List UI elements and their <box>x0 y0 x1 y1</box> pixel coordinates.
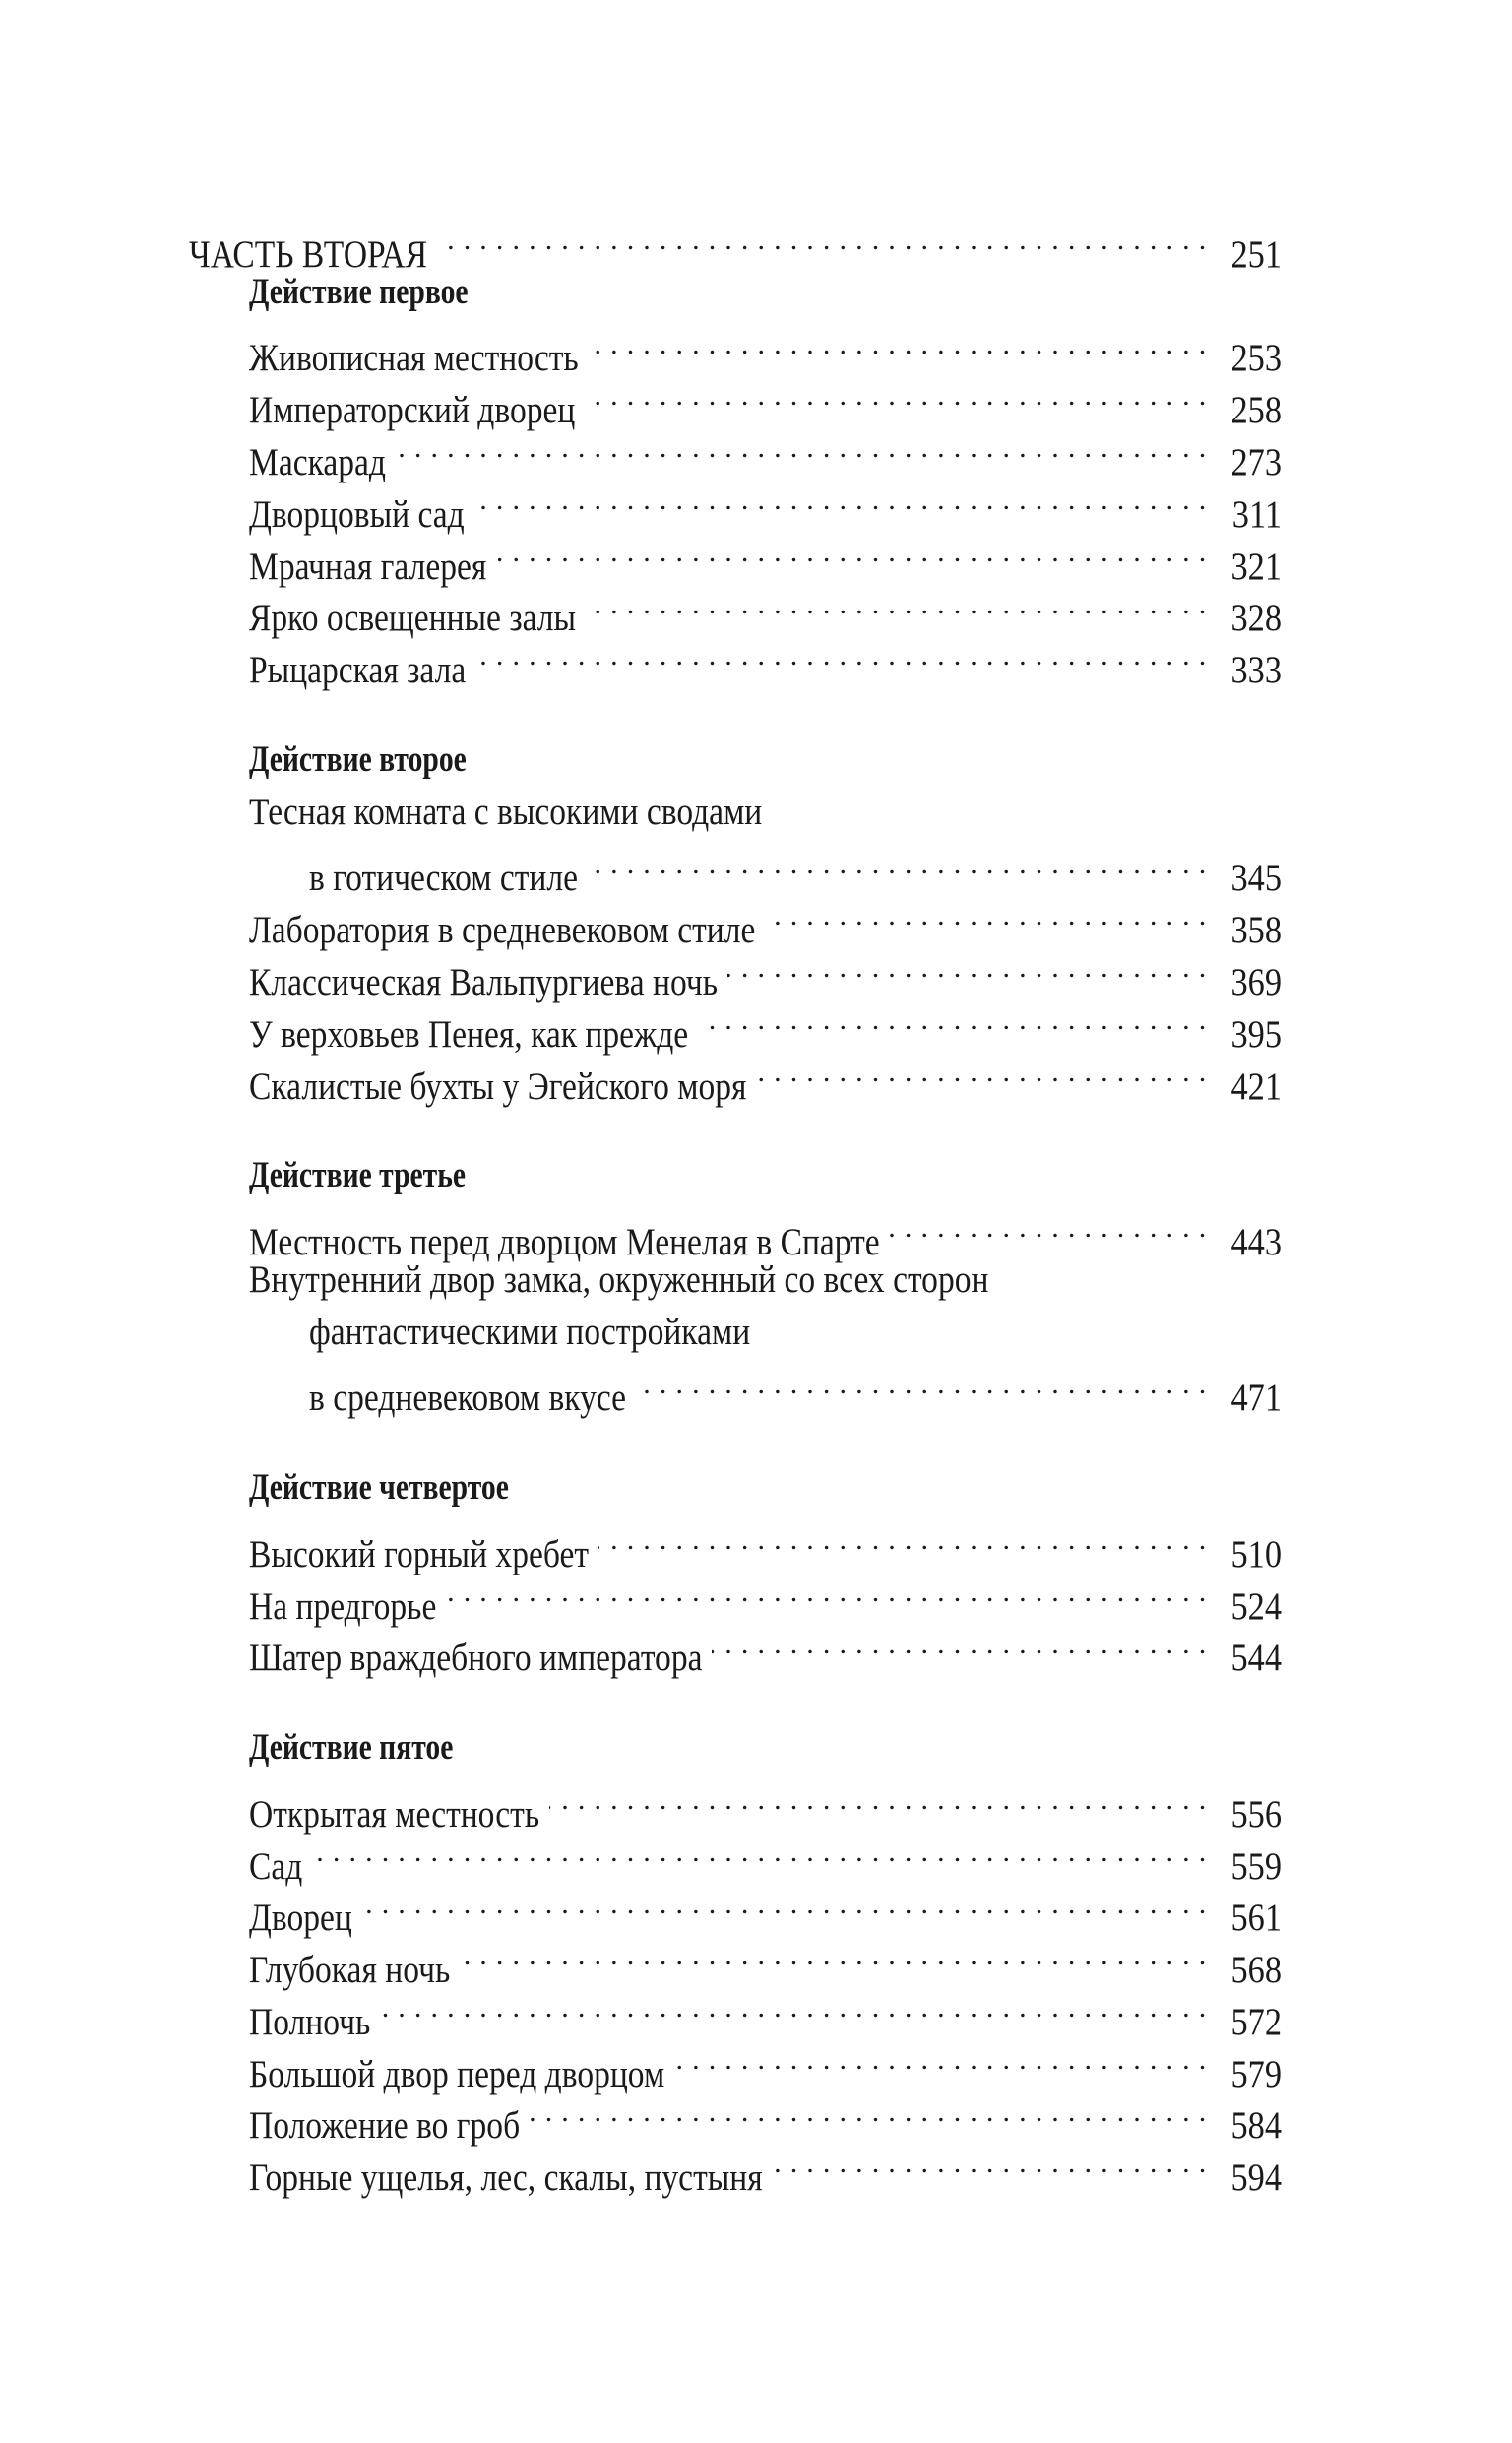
act-heading <box>189 735 1282 787</box>
entry-title: Рыцарская зала <box>249 649 467 692</box>
page-number: 559 <box>1230 1844 1282 1888</box>
dot-leader <box>549 1774 1207 1827</box>
page-number: 328 <box>1230 597 1282 640</box>
entry-title: Классическая Вальпургиева ночь <box>249 960 719 1003</box>
toc-entry-continued-line <box>189 787 1282 839</box>
dot-leader <box>636 1359 1207 1411</box>
dot-leader <box>586 579 1207 631</box>
dot-leader <box>698 995 1207 1047</box>
entry-title: Сад <box>249 1844 303 1888</box>
entry-title: Маскарад <box>249 440 386 483</box>
dot-leader <box>890 1202 1207 1254</box>
dot-leader <box>765 890 1207 942</box>
dot-leader <box>530 2087 1207 2139</box>
act-heading-text: Действие третье <box>249 1155 467 1196</box>
dot-leader <box>474 475 1207 527</box>
entry-title: Положение во гроб <box>249 2104 521 2148</box>
toc-entry <box>189 995 1282 1056</box>
act-heading <box>189 1722 1282 1774</box>
entry-title: Местность перед дворцом Менелая в Спарте <box>249 1220 880 1263</box>
dot-leader <box>475 630 1207 682</box>
dot-leader <box>585 370 1207 422</box>
page-number: 251 <box>1230 232 1282 276</box>
page-number: 333 <box>1230 649 1282 692</box>
page-number: 443 <box>1230 1220 1282 1263</box>
page-number: 561 <box>1230 1897 1282 1940</box>
entry-title-line: фантастическими постройками <box>309 1310 751 1353</box>
page-number: 524 <box>1230 1584 1282 1628</box>
dot-leader <box>727 942 1207 995</box>
entry-title: Дворцовый сад <box>249 492 465 536</box>
dot-leader <box>396 422 1207 475</box>
toc-entry-continued-line <box>189 1307 1282 1359</box>
entry-title: Большой двор перед дворцом <box>249 2052 665 2095</box>
page-number: 395 <box>1230 1012 1282 1056</box>
toc-entry <box>189 527 1282 588</box>
toc-entry <box>189 1827 1282 1888</box>
entry-title: Глубокая ночь <box>249 1949 451 1992</box>
entry-title-line: Тесная комната с высокими сводами <box>249 790 763 833</box>
entry-title: Императорский дворец <box>249 389 576 432</box>
dot-leader <box>437 215 1207 267</box>
dot-leader <box>460 1930 1207 1982</box>
dot-leader <box>588 839 1207 891</box>
toc-entry <box>189 370 1282 432</box>
entry-title: На предгорье <box>249 1584 437 1628</box>
toc-entry <box>189 2087 1282 2148</box>
page-number: 253 <box>1230 337 1282 380</box>
entry-title: Скалистые бухты у Эгейского моря <box>249 1064 747 1108</box>
page-number: 311 <box>1231 492 1282 536</box>
toc-entry <box>189 319 1282 380</box>
toc-entry <box>189 1930 1282 1992</box>
page-number: 273 <box>1230 440 1282 483</box>
page-number: 568 <box>1230 1949 1282 1992</box>
page-number: 358 <box>1230 909 1282 952</box>
toc-entry <box>189 1879 1282 1940</box>
toc-entry <box>189 942 1282 1003</box>
dot-leader <box>312 1827 1207 1879</box>
act-heading-text: Действие второе <box>249 739 467 780</box>
page-number: 321 <box>1230 545 1282 588</box>
toc-entry <box>189 839 1282 900</box>
page-number: 369 <box>1230 960 1282 1003</box>
page-number: 421 <box>1230 1064 1282 1108</box>
dot-leader <box>362 1879 1207 1931</box>
page-number: 584 <box>1230 2104 1282 2148</box>
table-of-contents <box>189 215 1282 2200</box>
dot-leader <box>446 1567 1207 1619</box>
page-number: 258 <box>1230 389 1282 432</box>
dot-leader <box>598 1514 1207 1567</box>
toc-entry <box>189 630 1282 692</box>
toc-entry <box>189 2034 1282 2095</box>
dot-leader <box>773 2138 1207 2190</box>
entry-title: У верховьев Пенея, как прежде <box>249 1012 689 1056</box>
dot-leader <box>712 1619 1207 1671</box>
toc-entry <box>189 1047 1282 1108</box>
entry-title: Дворец <box>249 1897 352 1940</box>
dot-leader <box>589 319 1207 371</box>
toc-entry <box>189 2138 1282 2200</box>
dot-leader <box>756 1047 1207 1099</box>
entry-title-line: Внутренний двор замка, окруженный со всех сторон <box>249 1257 989 1301</box>
act-heading <box>189 1462 1282 1514</box>
entry-title: Живописная местность <box>249 337 579 380</box>
page-number: 544 <box>1230 1637 1282 1680</box>
toc-entry <box>189 475 1282 536</box>
entry-title: Лаборатория в средневековом стиле <box>249 909 756 952</box>
page-number: 471 <box>1230 1377 1282 1420</box>
toc-part-entry <box>189 215 1282 276</box>
part-title: ЧАСТЬ ВТОРАЯ <box>189 232 428 276</box>
entry-title: Полночь <box>249 2000 371 2043</box>
act-heading-text: Действие четвертое <box>249 1467 509 1509</box>
entry-title: Открытая местность <box>249 1792 540 1835</box>
page-number: 345 <box>1230 857 1282 900</box>
dot-leader <box>496 527 1207 579</box>
entry-title: Высокий горный хребет <box>249 1532 590 1575</box>
dot-leader <box>380 1982 1207 2034</box>
act-heading <box>189 267 1282 319</box>
toc-entry <box>189 1567 1282 1628</box>
entry-title: Горные ущелья, лес, скалы, пустыня <box>249 2156 763 2200</box>
entry-title: Шатер враждебного императора <box>249 1637 703 1680</box>
entry-title: Ярко освещенные залы <box>249 597 577 640</box>
toc-entry-continued-line <box>189 1254 1282 1307</box>
dot-leader <box>674 2034 1207 2087</box>
page-number: 594 <box>1230 2156 1282 2200</box>
toc-entry <box>189 1359 1282 1420</box>
page-number: 579 <box>1230 2052 1282 2095</box>
toc-entry <box>189 1619 1282 1680</box>
act-heading-text: Действие первое <box>249 271 469 312</box>
page-number: 572 <box>1230 2000 1282 2043</box>
toc-entry <box>189 1514 1282 1575</box>
entry-title: в готическом стиле <box>309 857 579 900</box>
toc-entry <box>189 579 1282 640</box>
act-heading <box>189 1150 1282 1202</box>
entry-title: в средневековом вкусе <box>309 1377 627 1420</box>
page-number: 556 <box>1230 1792 1282 1835</box>
page-number: 510 <box>1230 1532 1282 1575</box>
toc-entry <box>189 1202 1282 1263</box>
entry-title: Мрачная галерея <box>249 545 487 588</box>
toc-entry <box>189 890 1282 952</box>
toc-entry <box>189 1774 1282 1835</box>
toc-entry <box>189 422 1282 483</box>
toc-entry <box>189 1982 1282 2043</box>
act-heading-text: Действие пятое <box>249 1727 454 1768</box>
